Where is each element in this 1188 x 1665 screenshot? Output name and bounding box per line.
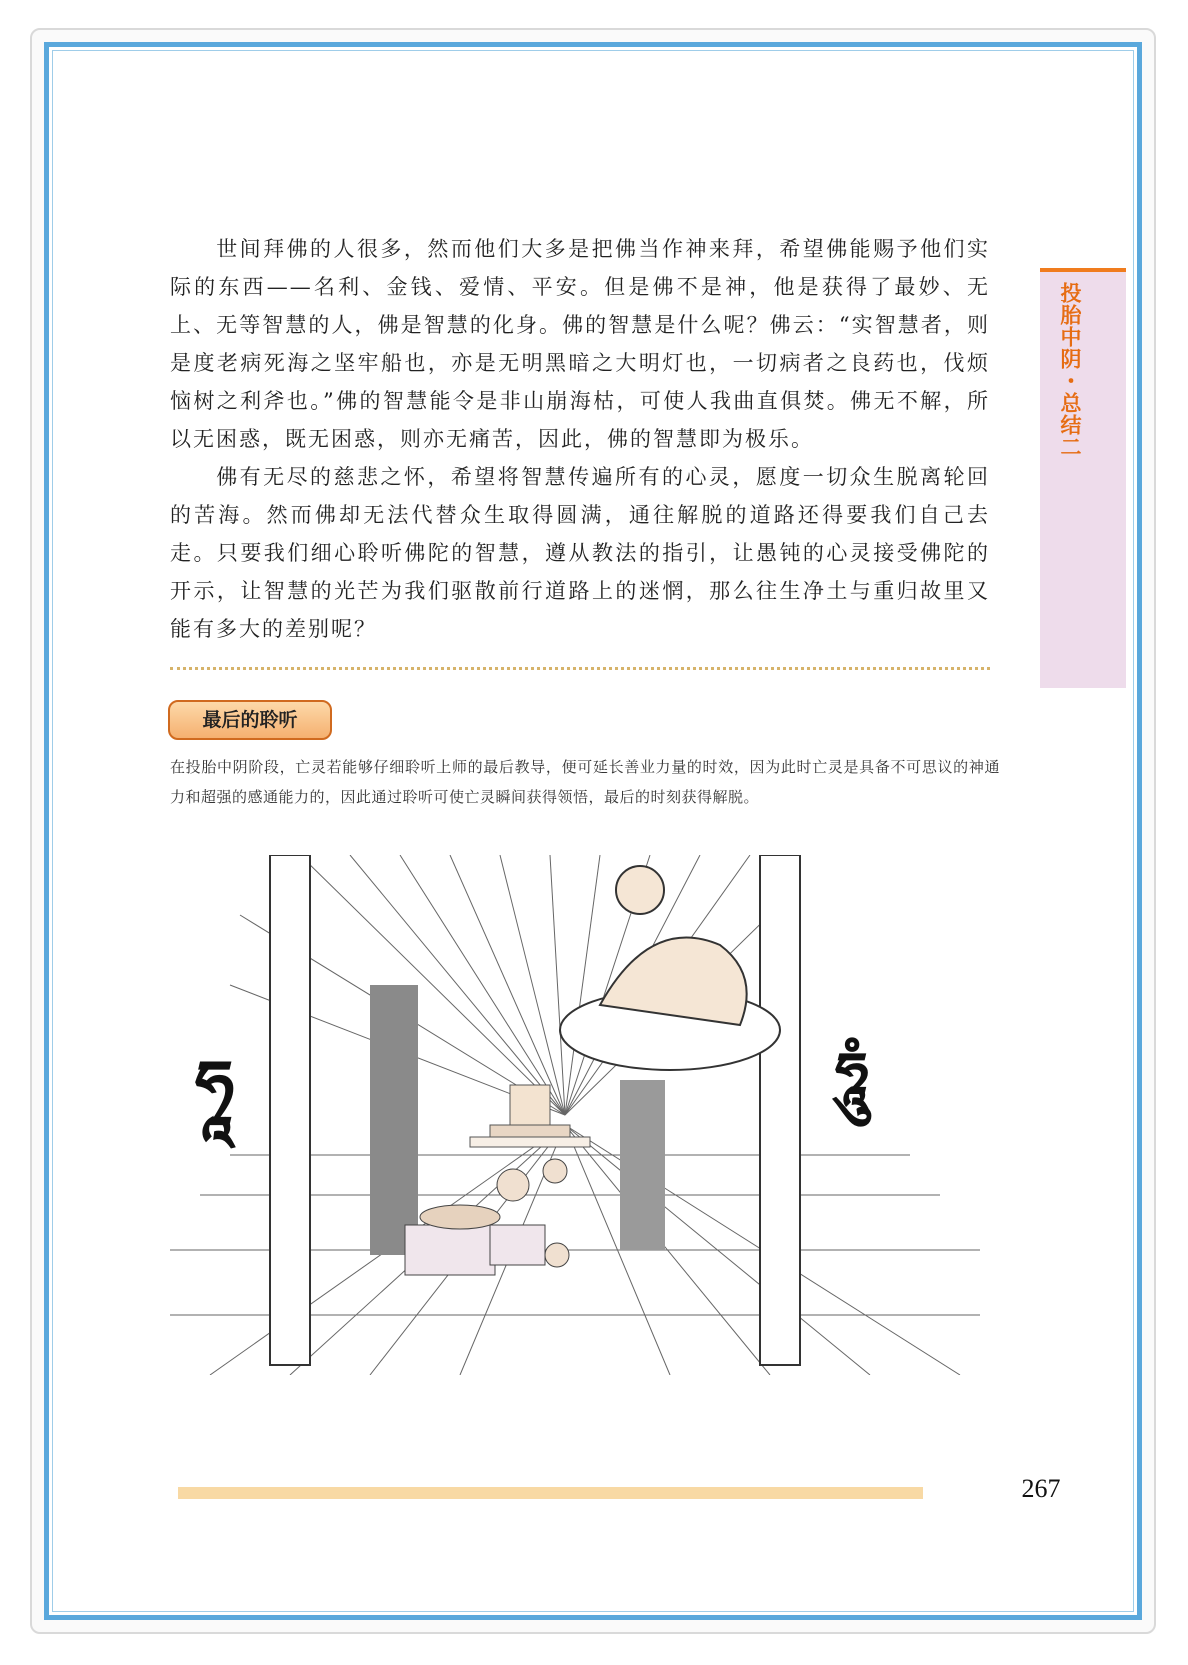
seed-syllable-left-glyph: ཧཱ [195, 1045, 235, 1127]
chapter-side-tab-accent [1040, 268, 1126, 272]
seed-syllable-right-glyph: ཧཱུཾ [835, 1040, 869, 1110]
section-title: 最后的聆听 [168, 700, 332, 740]
body-paragraph-2: 佛有无尽的慈悲之怀，希望将智慧传遍所有的心灵，愿度一切众生脱离轮回的苦海。然而佛却无法代替众生取得圆满，通往解脱的道路还得要我们自己去走。只要我们细心聆听佛陀的智慧，遵从教法的指引，让愚钝的心灵接受佛陀的开示，让智慧的光芒为我们驱散前行道路上的迷惘，那么往生净土与重归故里又能有多大的差别呢？ [170, 465, 990, 641]
dotted-divider [170, 667, 990, 670]
left-pillar [270, 855, 310, 1365]
footer-bar [178, 1487, 923, 1499]
chapter-side-tab-label: 投胎中阴・总结二 [1058, 282, 1082, 458]
right-pillar [760, 855, 800, 1365]
monk-on-cloud [560, 866, 780, 1070]
right-curtain [620, 1080, 665, 1250]
temple-illustration [170, 855, 980, 1375]
left-curtain [370, 985, 418, 1255]
page-number: 267 [1021, 1474, 1061, 1503]
body-text [170, 230, 990, 648]
ritual-scene [405, 1159, 569, 1275]
section-caption: 在投胎中阴阶段，亡灵若能够仔细聆听上师的最后教导，便可延长善业力量的时效，因为此时亡灵是具备不可思议的神通力和超强的感通能力的，因此通过聆听可使亡灵瞬间获得领悟，最后的时刻获得解脱。 [170, 758, 1000, 806]
body-paragraph-1: 世间拜佛的人很多，然而他们大多是把佛当作神来拜，希望佛能赐予他们实际的东西——名利、金钱、爱情、平安。但是佛不是神，他是获得了最妙、无上、无等智慧的人，佛是智慧的化身。佛的智慧是什么呢？佛云：“实智慧者，则是度老病死海之坚牢船也，亦是无明黑暗之大明灯也，一切病者之良药也，伐烦恼树之利斧也。”佛的智慧能令是非山崩海枯，可使人我曲直俱焚。佛无不解，所以无困惑，既无困惑，则亦无痛苦，因此，佛的智慧即为极乐。 [170, 237, 990, 451]
